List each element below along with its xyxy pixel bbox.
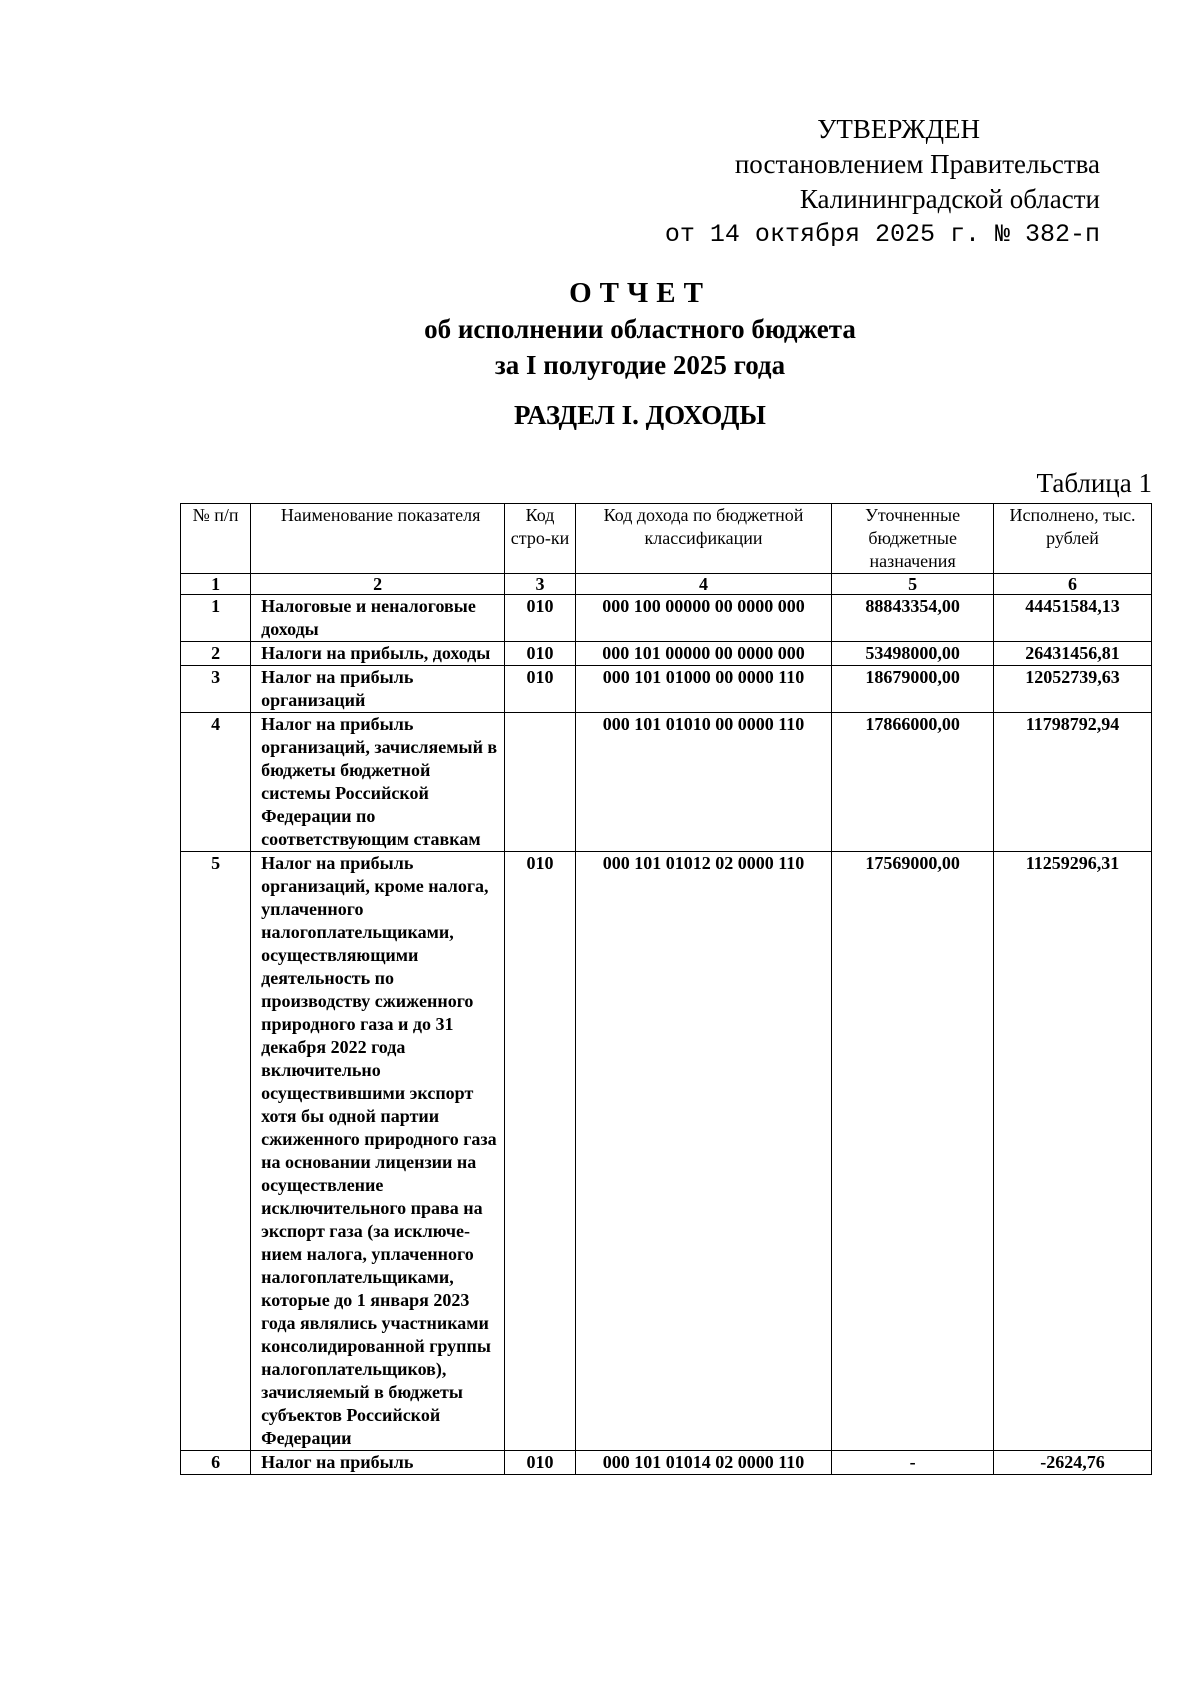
table-row [181, 642, 1152, 666]
report-title-line-2: за I полугодие 2025 года [494, 350, 786, 380]
row-name: Налог на прибыль [251, 1451, 505, 1475]
report-title [0, 275, 1200, 383]
row-name: Налог на прибыль организаций, зачисляемый в бюджеты бюджетной системы Российской Федерации по соответствующим ставкам [251, 713, 505, 852]
row-line-code: 010 [505, 1451, 576, 1475]
table-row [181, 713, 1152, 852]
table-header-row [181, 504, 1152, 574]
row-name: Налоговые и неналоговые доходы [251, 595, 505, 642]
row-name: Налог на прибыль организаций [251, 666, 505, 713]
row-number: 4 [181, 713, 251, 852]
row-plan: 17866000,00 [832, 713, 994, 852]
header-done: Исполнено, тыс. рублей [994, 504, 1152, 574]
row-plan: 53498000,00 [832, 642, 994, 666]
row-name: Налог на прибыль организаций, кроме налога, уплаченного налогоплательщиками, осуществляющими деятельность по производству сжиженного природного газа и до 31 декабря 2022 года включительно осуществившими экспорт хотя бы одной партии сжиженного природного газа на основании лицензии на осуществление исключительного права на экспорт газа (за исключе-нием налога, уплаченного налогоплательщиками, которые до 1 января 2023 года являлись участниками консолидированной группы налогоплательщиков), зачисляемый в бюджеты субъектов Российской Федерации [251, 852, 505, 1451]
income-table [180, 503, 1152, 1475]
row-name: Налоги на прибыль, доходы [251, 642, 505, 666]
row-line-code: 010 [505, 642, 576, 666]
row-number: 1 [181, 595, 251, 642]
header-number: № п/п [181, 504, 251, 574]
header-kbk: Код дохода по бюджетной классификации [575, 504, 831, 574]
row-line-code: 010 [505, 595, 576, 642]
table-row [181, 666, 1152, 713]
header-name: Наименование показателя [251, 504, 505, 574]
column-number: 2 [251, 574, 505, 595]
row-done: 12052739,63 [994, 666, 1152, 713]
approval-heading: УТВЕРЖДЕН [817, 114, 980, 144]
report-title-main: ОТЧЕТ [569, 277, 711, 309]
row-plan: 88843354,00 [832, 595, 994, 642]
table-row [181, 595, 1152, 642]
row-number: 3 [181, 666, 251, 713]
row-kbk: 000 101 01014 02 0000 110 [575, 1451, 831, 1475]
row-done: 44451584,13 [994, 595, 1152, 642]
row-line-code [505, 713, 576, 852]
row-done: 26431456,81 [994, 642, 1152, 666]
row-done: -2624,76 [994, 1451, 1152, 1475]
column-number: 5 [832, 574, 994, 595]
row-plan: 18679000,00 [832, 666, 994, 713]
table-label: Таблица 1 [1036, 468, 1152, 498]
column-number-row [181, 574, 1152, 595]
row-plan: - [832, 1451, 994, 1475]
row-kbk: 000 100 00000 00 0000 000 [575, 595, 831, 642]
approval-line-2: Калининградской области [799, 184, 1100, 214]
approval-line-1: постановлением Правительства [734, 149, 1100, 179]
row-kbk: 000 101 01010 00 0000 110 [575, 713, 831, 852]
row-kbk: 000 101 00000 00 0000 000 [575, 642, 831, 666]
row-line-code: 010 [505, 666, 576, 713]
row-number: 2 [181, 642, 251, 666]
row-done: 11259296,31 [994, 852, 1152, 1451]
row-number: 6 [181, 1451, 251, 1475]
column-number: 1 [181, 574, 251, 595]
report-title-line-1: об исполнении областного бюджета [424, 314, 856, 344]
row-number: 5 [181, 852, 251, 1451]
column-number: 3 [505, 574, 576, 595]
approval-stamp [665, 112, 1100, 252]
row-kbk: 000 101 01012 02 0000 110 [575, 852, 831, 1451]
row-kbk: 000 101 01000 00 0000 110 [575, 666, 831, 713]
header-plan: Уточненные бюджетные назначения [832, 504, 994, 574]
section-title: РАЗДЕЛ I. ДОХОДЫ [514, 400, 766, 430]
table-row [181, 1451, 1152, 1475]
row-plan: 17569000,00 [832, 852, 994, 1451]
column-number: 4 [575, 574, 831, 595]
approval-line-3: от 14 октября 2025 г. № 382-п [664, 220, 1100, 249]
row-done: 11798792,94 [994, 713, 1152, 852]
column-number: 6 [994, 574, 1152, 595]
header-line-code: Код стро-ки [505, 504, 576, 574]
table-row [181, 852, 1152, 1451]
row-line-code: 010 [505, 852, 576, 1451]
